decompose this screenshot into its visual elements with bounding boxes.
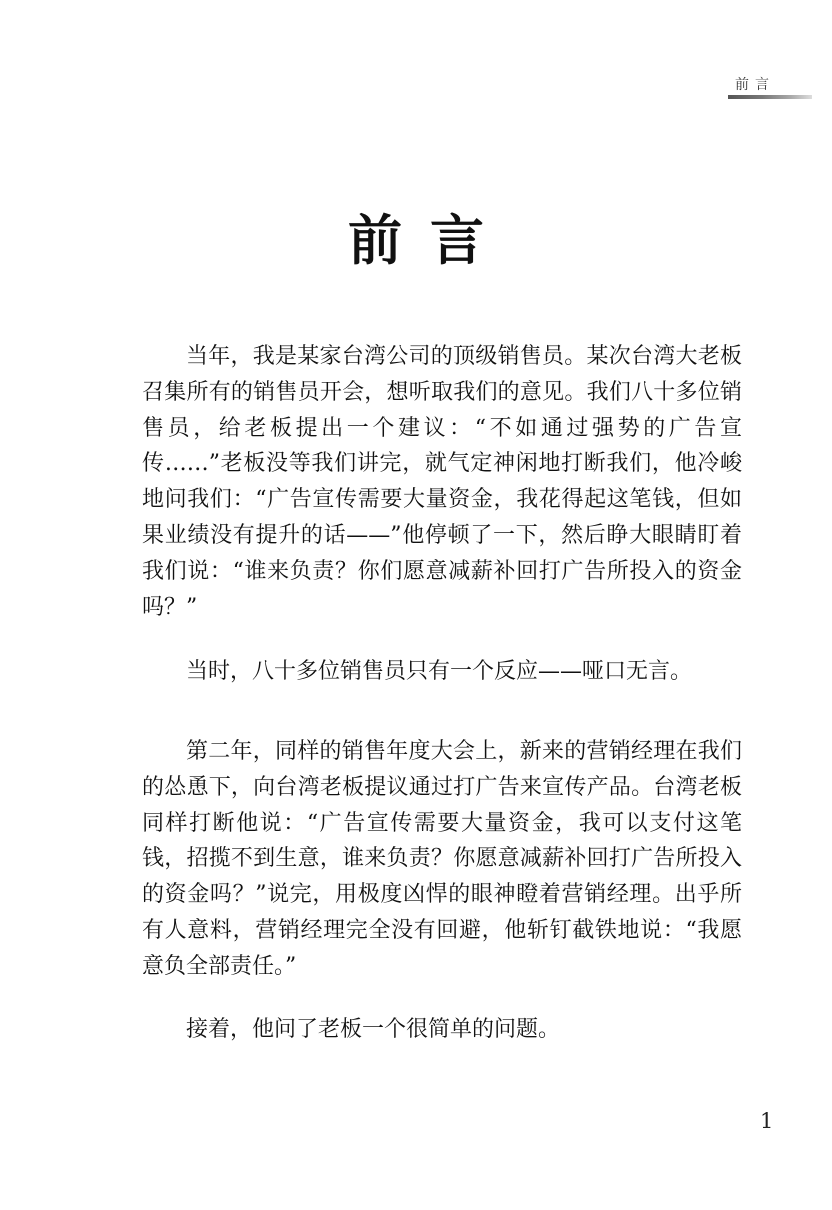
page-title: 前言 bbox=[348, 209, 512, 272]
paragraph-1 bbox=[142, 339, 742, 625]
paragraph-text: 当时，八十多位销售员只有一个反应——哑口无言。 bbox=[186, 659, 693, 684]
paragraph-3 bbox=[142, 734, 742, 985]
paragraph-text: 第二年，同样的销售年度大会上，新来的营销经理在我们的怂恿下，向台湾老板提议通过打广告来宣传产品。台湾老板同样打断他说：“广告宣传需要大量资金，我可以支付这笔钱，招揽不到生意，谁来负责？你愿意减薪补回打广告所投入的资金吗？”说完，用极度凶悍的眼神瞪着营销经理。出乎所有人意料，营销经理完全没有回避，他斩钉截铁地说：“我愿意负全部责任。” bbox=[142, 739, 742, 979]
paragraph-4 bbox=[142, 1012, 742, 1048]
header-rule bbox=[728, 95, 812, 99]
page-number: 1 bbox=[760, 1109, 774, 1133]
paragraph-2 bbox=[142, 654, 742, 690]
paragraph-text: 接着，他问了老板一个很简单的问题。 bbox=[186, 1017, 561, 1042]
paragraph-text: 当年，我是某家台湾公司的顶级销售员。某次台湾大老板召集所有的销售员开会，想听取我们的意见。我们八十多位销售员，给老板提出一个建议：“不如通过强势的广告宣传……”老板没等我们讲完，就气定神闲地打断我们，他冷峻地问我们：“广告宣传需要大量资金，我花得起这笔钱，但如果业绩没有提升的话——”他停顿了一下，然后睁大眼睛盯着我们说：“谁来负责？你们愿意减薪补回打广告所投入的资金吗？” bbox=[142, 344, 742, 620]
running-header: 前言 bbox=[735, 77, 775, 93]
